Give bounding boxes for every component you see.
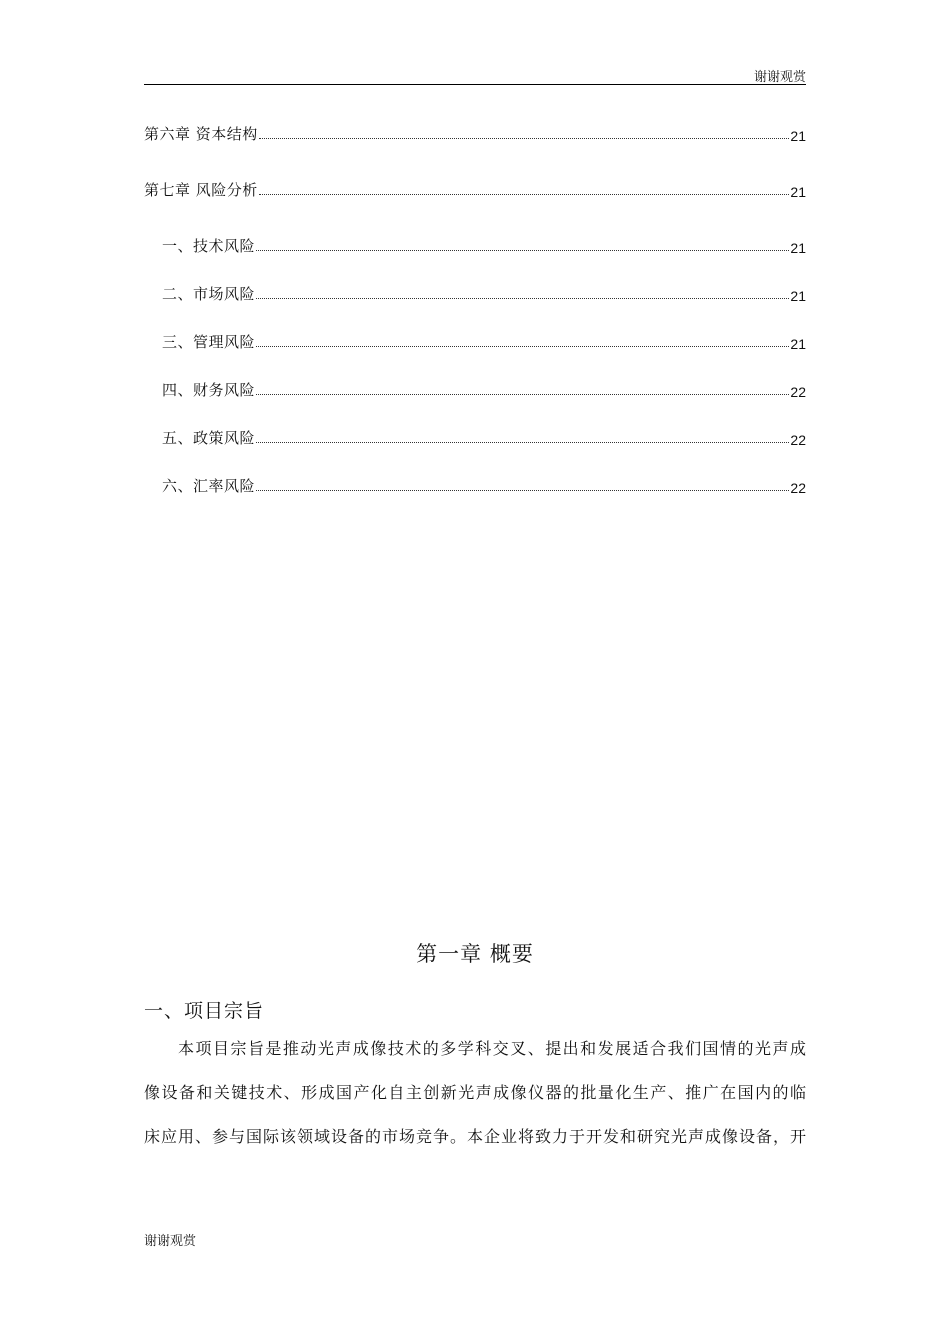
body-paragraph (144, 1033, 806, 1165)
toc-entry-page: 22 (790, 384, 806, 400)
paragraph-line: 床应用、参与国际该领域设备的市场竞争。本企业将致力于开发和研究光声成像设备，开 (144, 1127, 806, 1146)
toc-entry-chapter-7[interactable] (144, 176, 806, 200)
toc-entry-label: 二、市场风险 (162, 285, 256, 303)
toc-entry-label: 一、技术风险 (162, 237, 256, 255)
toc-entry-policy-risk[interactable] (162, 424, 806, 448)
toc-entry-label: 第六章 资本结构 (144, 125, 258, 143)
toc-dot-leader (256, 489, 789, 491)
toc-entry-label: 五、政策风险 (162, 429, 256, 447)
toc-entry-page: 21 (790, 336, 806, 352)
header-rule (144, 84, 806, 85)
toc-entry-page: 21 (790, 240, 806, 256)
toc-entry-label: 第七章 风险分析 (144, 181, 258, 199)
toc-entry-finance-risk[interactable] (162, 376, 806, 400)
toc-entry-label: 六、汇率风险 (162, 477, 256, 495)
section-title: 一、项目宗旨 (144, 1000, 265, 1022)
toc-entry-market-risk[interactable] (162, 280, 806, 304)
toc-dot-leader (259, 137, 790, 139)
toc-entry-management-risk[interactable] (162, 328, 806, 352)
toc-entry-label: 三、管理风险 (162, 333, 256, 351)
toc-dot-leader (256, 249, 789, 251)
chapter-title: 第一章 概要 (416, 942, 534, 966)
footer-text: 谢谢观赏 (144, 1234, 197, 1249)
toc-entry-tech-risk[interactable] (162, 232, 806, 256)
header-text: 谢谢观赏 (753, 70, 806, 85)
paragraph-line: 像设备和关键技术、形成国产化自主创新光声成像仪器的批量化生产、推广在国内的临 (144, 1083, 806, 1102)
toc-entry-page: 21 (790, 288, 806, 304)
toc-entry-page: 21 (790, 184, 806, 200)
toc-entry-page: 22 (790, 432, 806, 448)
toc-entry-page: 22 (790, 480, 806, 496)
toc-entry-page: 21 (790, 128, 806, 144)
paragraph-line: 本项目宗旨是推动光声成像技术的多学科交叉、提出和发展适合我们国情的光声成 (178, 1039, 806, 1058)
toc-dot-leader (256, 345, 789, 347)
toc-dot-leader (256, 297, 789, 299)
toc-dot-leader (256, 393, 789, 395)
toc-entry-exchange-risk[interactable] (162, 472, 806, 496)
toc-entry-label: 四、财务风险 (162, 381, 256, 399)
toc-dot-leader (256, 441, 789, 443)
toc-dot-leader (259, 193, 790, 195)
toc-entry-chapter-6[interactable] (144, 120, 806, 144)
